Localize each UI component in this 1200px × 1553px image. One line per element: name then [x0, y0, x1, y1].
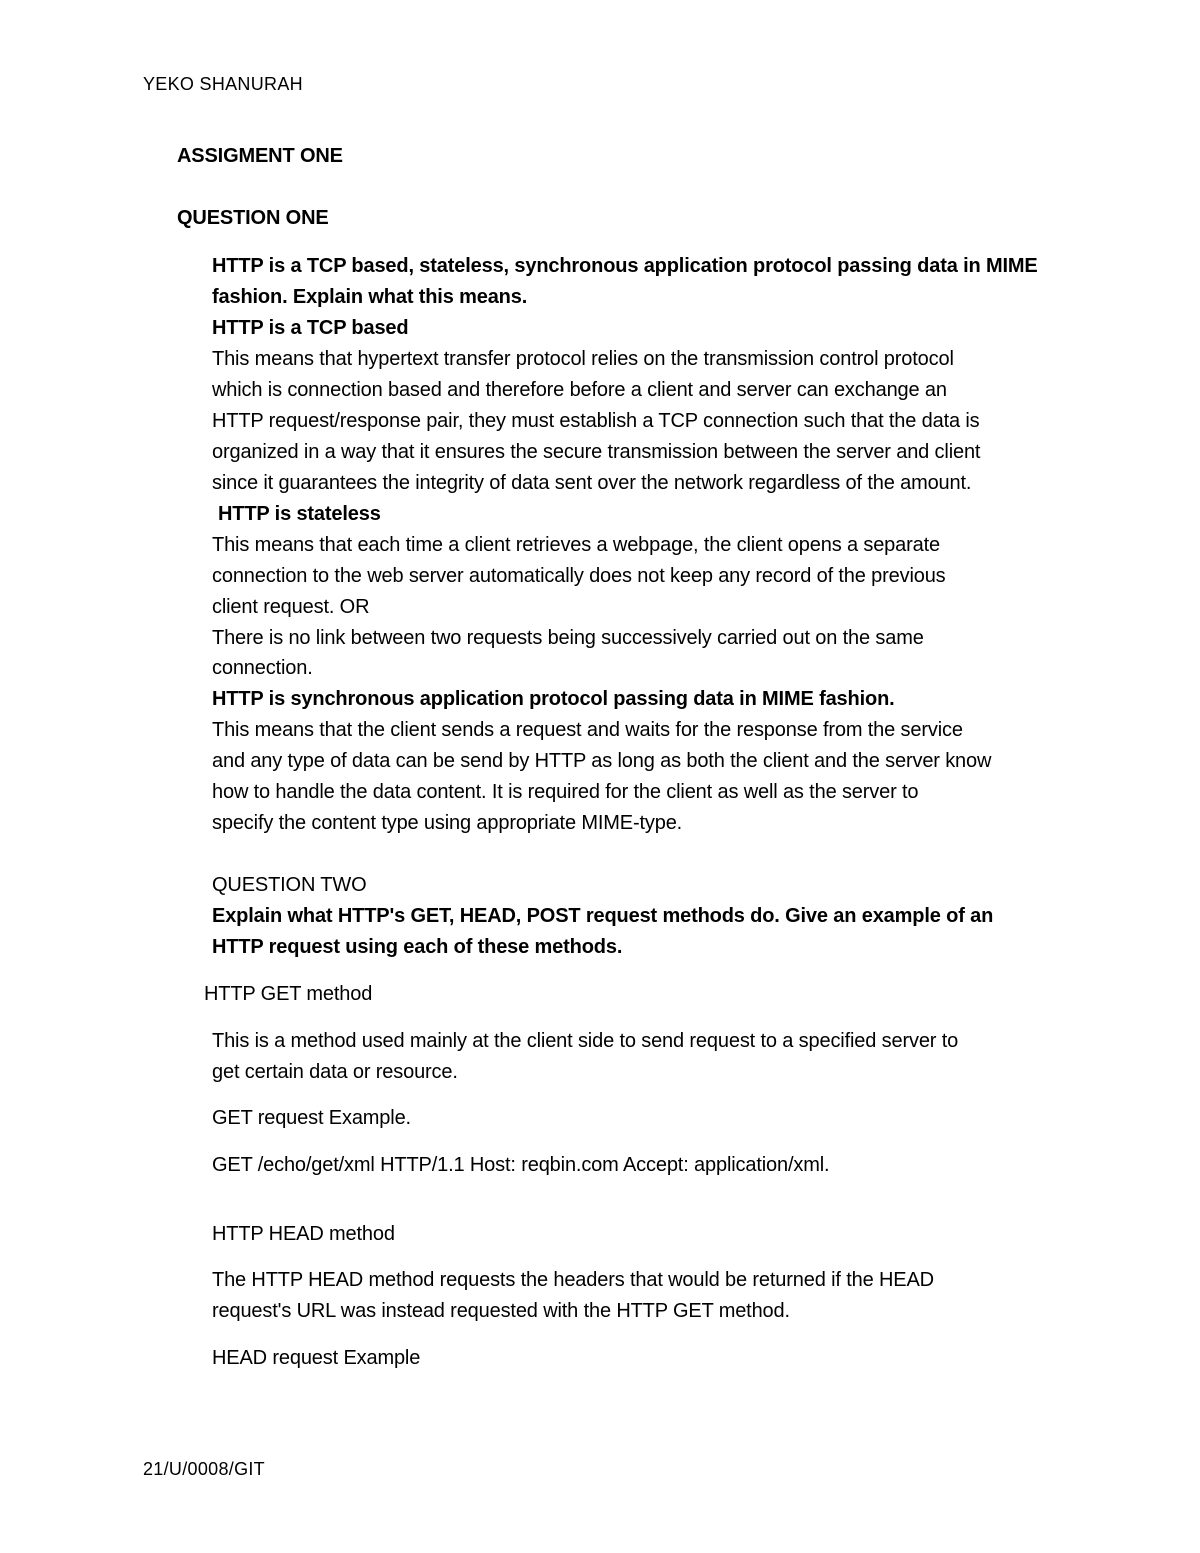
get-method-body-line: This is a method used mainly at the client side to send request to a specified server to — [212, 1030, 959, 1052]
tcp-body-line: This means that hypertext transfer protocol relies on the transmission control protocol — [212, 348, 954, 370]
tcp-heading: HTTP is a TCP based — [212, 317, 409, 339]
stateless-body-line: connection. — [212, 657, 313, 679]
page-footer-id: 21/U/0008/GIT — [143, 1459, 265, 1479]
head-method-heading: HTTP HEAD method — [212, 1223, 395, 1245]
sync-body-line: This means that the client sends a request and waits for the response from the service — [212, 719, 963, 741]
head-method-body-line: The HTTP HEAD method requests the headers that would be returned if the HEAD — [212, 1269, 934, 1291]
tcp-body-line: which is connection based and therefore before a client and server can exchange an — [212, 379, 947, 401]
stateless-body-line: There is no link between two requests being successively carried out on the same — [212, 627, 924, 649]
get-example-label: GET request Example. — [212, 1107, 411, 1129]
question-one-heading: QUESTION ONE — [177, 207, 329, 229]
stateless-heading: HTTP is stateless — [218, 503, 381, 525]
question-one-prompt-line: HTTP is a TCP based, stateless, synchronous application protocol passing data in MIME — [212, 255, 1038, 277]
stateless-body-line: This means that each time a client retrieves a webpage, the client opens a separate — [212, 534, 940, 556]
question-two-heading: QUESTION TWO — [212, 874, 367, 896]
question-two-prompt-line: HTTP request using each of these methods. — [212, 936, 623, 958]
tcp-body-line: since it guarantees the integrity of data sent over the network regardless of the amount. — [212, 472, 972, 494]
get-example-request: GET /echo/get/xml HTTP/1.1 Host: reqbin.com Accept: application/xml. — [212, 1154, 830, 1176]
head-example-label: HEAD request Example — [212, 1347, 421, 1369]
stateless-body-line: client request. OR — [212, 596, 370, 618]
sync-heading: HTTP is synchronous application protocol passing data in MIME fashion. — [212, 688, 895, 710]
assignment-title: ASSIGMENT ONE — [177, 145, 343, 167]
head-method-body-line: request's URL was instead requested with the HTTP GET method. — [212, 1300, 790, 1322]
sync-body-line: how to handle the data content. It is required for the client as well as the server to — [212, 781, 919, 803]
question-two-prompt-line: Explain what HTTP's GET, HEAD, POST request methods do. Give an example of an — [212, 905, 994, 927]
sync-body-line: and any type of data can be send by HTTP as long as both the client and the server know — [212, 750, 992, 772]
tcp-body-line: HTTP request/response pair, they must establish a TCP connection such that the data is — [212, 410, 980, 432]
tcp-body-line: organized in a way that it ensures the secure transmission between the server and client — [212, 441, 981, 463]
get-method-heading: HTTP GET method — [204, 983, 373, 1005]
get-method-body-line: get certain data or resource. — [212, 1061, 458, 1083]
sync-body-line: specify the content type using appropriate MIME-type. — [212, 812, 683, 834]
stateless-body-line: connection to the web server automatically does not keep any record of the previous — [212, 565, 946, 587]
page-header-name: YEKO SHANURAH — [143, 74, 303, 94]
question-one-prompt-line: fashion. Explain what this means. — [212, 286, 528, 308]
